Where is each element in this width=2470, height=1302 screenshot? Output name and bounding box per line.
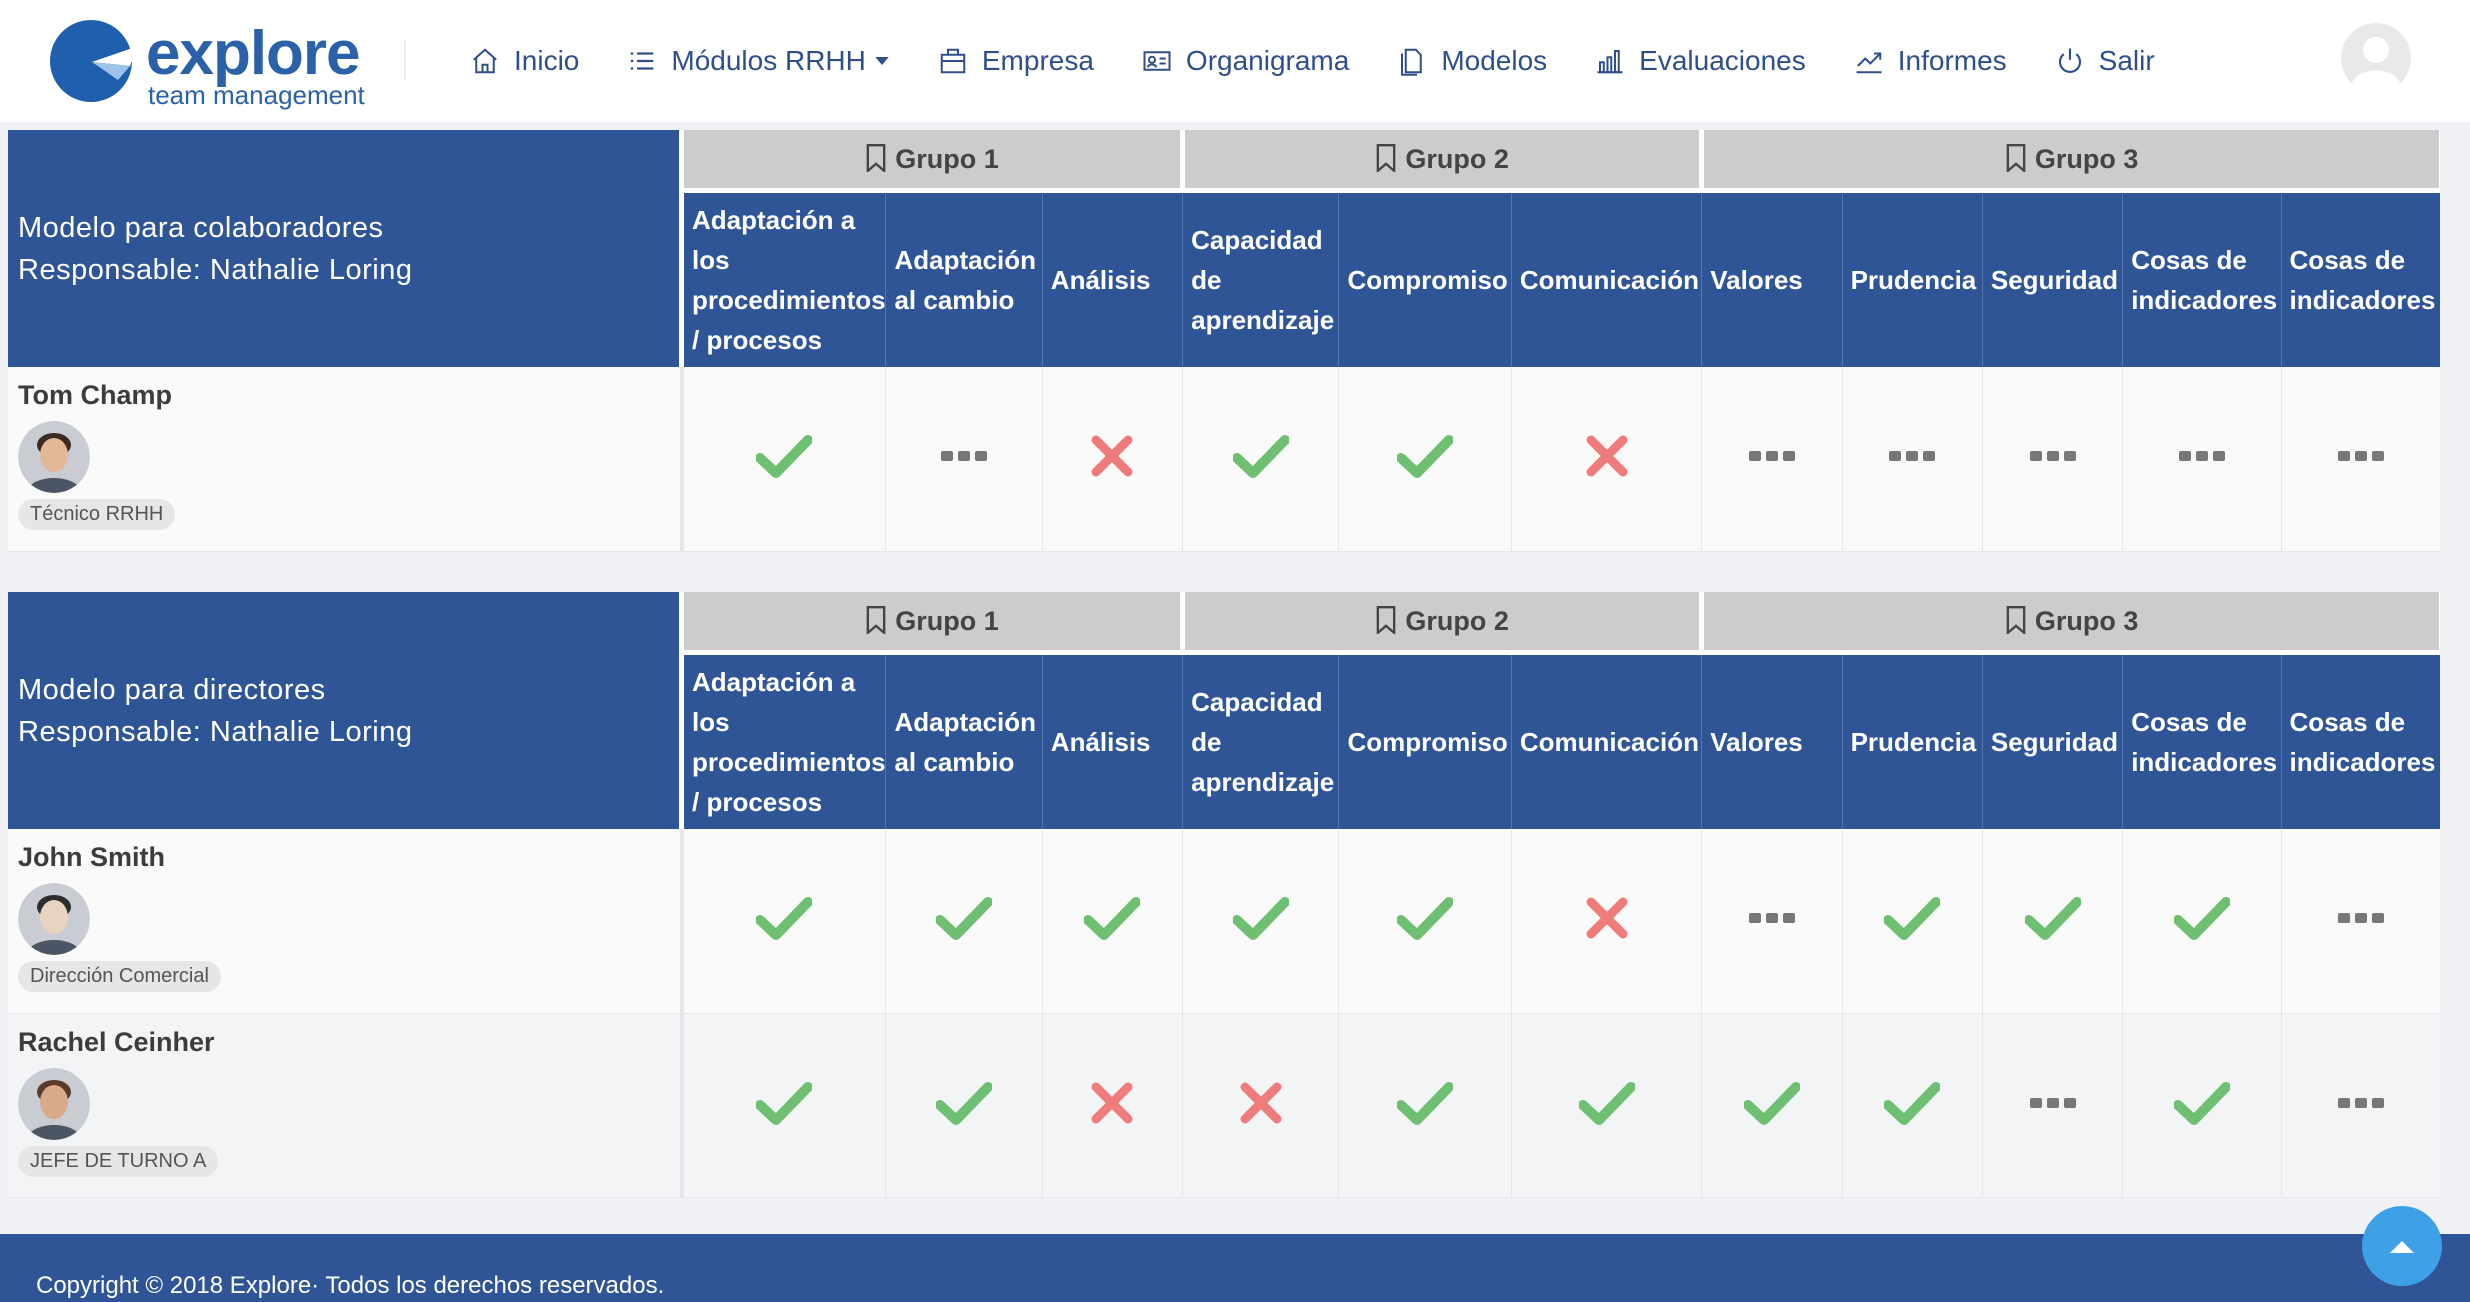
- caret-down-icon: [874, 53, 890, 69]
- competency-label: Adaptación a los procedimientos / procesos: [692, 205, 886, 355]
- evaluation-cell[interactable]: [2123, 367, 2281, 551]
- evaluation-cell[interactable]: [2281, 367, 2439, 551]
- competency-label: Adaptación al cambio: [894, 707, 1037, 777]
- person-role-badge: Técnico RRHH: [18, 499, 175, 530]
- bookmark-icon: [865, 606, 887, 634]
- competency-label: Capacidad de aprendizaje: [1191, 225, 1335, 335]
- evaluation-cell[interactable]: [682, 1013, 886, 1197]
- evaluation-cell[interactable]: [1842, 1013, 1982, 1197]
- check-icon: [1233, 896, 1289, 940]
- check-icon: [936, 1081, 992, 1125]
- competency-header: [886, 191, 1042, 368]
- nav-salir[interactable]: [2055, 45, 2155, 77]
- nav-inicio-label: Inicio: [514, 45, 580, 76]
- group-label: Grupo 3: [2034, 605, 2139, 636]
- nav-informes-label: Informes: [1897, 45, 2007, 76]
- evaluation-cell[interactable]: [2281, 1013, 2439, 1197]
- competency-header: [1511, 653, 1701, 830]
- evaluation-cell[interactable]: [1042, 829, 1182, 1013]
- cross-icon: [1585, 434, 1629, 478]
- check-icon: [1579, 1081, 1635, 1125]
- bookmark-icon: [2005, 144, 2027, 172]
- person-name[interactable]: Tom Champ: [18, 380, 172, 410]
- footer-copyright: Copyright © 2018 Explore· Todos los derechos reservados.: [36, 1272, 665, 1299]
- competency-header: [1339, 191, 1511, 368]
- evaluation-cell[interactable]: [1702, 829, 1842, 1013]
- competency-header: [1842, 653, 1982, 830]
- footer: [0, 1234, 2470, 1302]
- competency-header: [1183, 653, 1339, 830]
- competency-label: Cosas de indicadores: [2289, 245, 2436, 315]
- power-icon: [2055, 46, 2085, 76]
- check-icon: [1744, 1081, 1800, 1125]
- nav-empresa-label: Empresa: [981, 45, 1094, 76]
- cross-icon: [1585, 896, 1629, 940]
- nav-evaluaciones-label: Evaluaciones: [1639, 45, 1806, 76]
- pending-dots-icon: [1748, 911, 1796, 925]
- person-role-badge: Dirección Comercial: [18, 961, 221, 992]
- cross-icon: [1090, 1081, 1134, 1125]
- competency-header: [1982, 653, 2122, 830]
- check-icon: [1397, 434, 1453, 478]
- competency-label: Cosas de indicadores: [2289, 707, 2436, 777]
- group-label: Grupo 1: [895, 143, 999, 174]
- bookmark-icon: [2005, 606, 2027, 634]
- competency-header: [2123, 191, 2281, 368]
- brand-name: explore: [146, 19, 360, 88]
- model-table-colaboradores: [8, 130, 2440, 552]
- competency-header: [682, 191, 886, 368]
- table-row: [8, 367, 2440, 551]
- nav-inicio[interactable]: [470, 45, 579, 77]
- check-icon: [2174, 1081, 2230, 1125]
- competency-label: Capacidad de aprendizaje: [1191, 687, 1335, 797]
- evaluation-cell[interactable]: [1183, 367, 1339, 551]
- evaluation-cell[interactable]: [1339, 367, 1511, 551]
- evaluation-cell[interactable]: [682, 367, 886, 551]
- competency-label: Valores: [1710, 727, 1803, 757]
- check-icon: [1884, 1081, 1940, 1125]
- list-icon: [627, 46, 657, 76]
- evaluation-cell[interactable]: [2123, 829, 2281, 1013]
- check-icon: [1397, 896, 1453, 940]
- competency-label: Compromiso: [1347, 727, 1508, 757]
- competency-label: Prudencia: [1850, 727, 1977, 757]
- nav-organigrama-label: Organigrama: [1185, 45, 1350, 76]
- group-header-1: [682, 130, 1183, 191]
- evaluation-cell[interactable]: [682, 829, 886, 1013]
- evaluation-cell[interactable]: [2281, 829, 2439, 1013]
- competency-label: Análisis: [1050, 727, 1151, 757]
- nav-modelos[interactable]: [1397, 45, 1547, 77]
- table-row: [8, 829, 2440, 1013]
- pending-dots-icon: [2337, 911, 2385, 925]
- evaluation-cell[interactable]: [1842, 829, 1982, 1013]
- line-chart-icon: [1854, 46, 1884, 76]
- person-avatar: [18, 1068, 90, 1140]
- arrow-up-icon: [2387, 1236, 2417, 1256]
- id-card-icon: [1142, 46, 1172, 76]
- pending-dots-icon: [2178, 449, 2226, 463]
- pending-dots-icon: [940, 449, 988, 463]
- nav-organigrama[interactable]: [1142, 45, 1349, 77]
- person-name[interactable]: Rachel Ceinher: [18, 1026, 215, 1057]
- group-label: Grupo 2: [1405, 143, 1509, 174]
- nav-empresa[interactable]: [938, 45, 1094, 77]
- person-avatar: [18, 421, 90, 493]
- evaluation-cell[interactable]: [1511, 829, 1701, 1013]
- competency-label: Adaptación al cambio: [894, 245, 1037, 315]
- model-table-directores: [8, 592, 2440, 1198]
- evaluation-cell[interactable]: [1183, 829, 1339, 1013]
- group-label: Grupo 1: [895, 605, 999, 636]
- person-cell[interactable]: [8, 367, 682, 551]
- evaluation-cell[interactable]: [886, 1013, 1042, 1197]
- competency-label: Análisis: [1050, 265, 1151, 295]
- competency-header: [1042, 191, 1182, 368]
- check-icon: [756, 1081, 812, 1125]
- nav-modulos-rrhh[interactable]: [627, 45, 890, 77]
- model-responsible: Responsable: Nathalie Loring: [18, 715, 413, 748]
- table-row: [8, 1013, 2440, 1197]
- person-role-badge: JEFE DE TURNO A: [18, 1146, 218, 1177]
- competency-matrix: [8, 130, 2440, 552]
- nav-modulos-rrhh-label: Módulos RRHH: [671, 45, 866, 76]
- competency-header: [886, 653, 1042, 830]
- pending-dots-icon: [1888, 449, 1936, 463]
- scroll-to-top-button[interactable]: [2362, 1206, 2442, 1286]
- evaluation-cell[interactable]: [886, 367, 1042, 551]
- check-icon: [2025, 896, 2081, 940]
- group-header-3: [1702, 592, 2440, 653]
- evaluation-cell[interactable]: [1042, 1013, 1182, 1197]
- competency-header: [2281, 191, 2439, 368]
- pending-dots-icon: [2029, 1096, 2077, 1110]
- group-header-2: [1183, 130, 1702, 191]
- evaluation-cell[interactable]: [1842, 367, 1982, 551]
- evaluation-cell[interactable]: [2123, 1013, 2281, 1197]
- evaluation-cell[interactable]: [1982, 829, 2122, 1013]
- evaluation-cell[interactable]: [886, 829, 1042, 1013]
- check-icon: [936, 896, 992, 940]
- model-responsible: Responsable: Nathalie Loring: [18, 253, 413, 286]
- competency-header: [1042, 653, 1182, 830]
- competency-label: Valores: [1710, 265, 1803, 295]
- competency-header: [1511, 191, 1701, 368]
- group-header-1: [682, 592, 1183, 653]
- competency-header: [1339, 653, 1511, 830]
- evaluation-cell[interactable]: [1982, 1013, 2122, 1197]
- top-bar: [0, 0, 2470, 122]
- evaluation-cell[interactable]: [1511, 1013, 1701, 1197]
- evaluation-cell[interactable]: [1511, 367, 1701, 551]
- evaluation-cell[interactable]: [1042, 367, 1182, 551]
- competency-header: [1842, 191, 1982, 368]
- check-icon: [2174, 896, 2230, 940]
- model-header: [8, 592, 682, 829]
- competency-header: [2281, 653, 2439, 830]
- person-cell[interactable]: [8, 829, 682, 1013]
- brand-tagline: team management: [148, 80, 365, 110]
- cross-icon: [1090, 434, 1134, 478]
- header-divider: [404, 40, 406, 80]
- check-icon: [1397, 1081, 1453, 1125]
- evaluation-cell[interactable]: [1339, 829, 1511, 1013]
- person-avatar: [18, 883, 90, 955]
- pending-dots-icon: [2337, 449, 2385, 463]
- nav-salir-label: Salir: [2098, 45, 2155, 76]
- model-title: Modelo para directores: [18, 673, 326, 706]
- competency-label: Cosas de indicadores: [2131, 707, 2278, 777]
- competency-label: Comunicación: [1519, 727, 1699, 757]
- model-title: Modelo para colaboradores: [18, 211, 384, 244]
- group-header-2: [1183, 592, 1702, 653]
- check-icon: [1233, 434, 1289, 478]
- competency-matrix: [8, 592, 2440, 1198]
- pending-dots-icon: [2029, 449, 2077, 463]
- competency-header: [2123, 653, 2281, 830]
- home-icon: [470, 46, 500, 76]
- brand-logo[interactable]: [48, 16, 368, 112]
- files-icon: [1397, 46, 1427, 76]
- pending-dots-icon: [2337, 1096, 2385, 1110]
- bookmark-icon: [865, 144, 887, 172]
- competency-header: [1982, 191, 2122, 368]
- competency-label: Adaptación a los procedimientos / procesos: [692, 667, 886, 817]
- group-label: Grupo 3: [2034, 143, 2139, 174]
- nav-evaluaciones[interactable]: [1595, 45, 1806, 77]
- bar-chart-icon: [1595, 46, 1625, 76]
- competency-label: Seguridad: [1990, 727, 2119, 757]
- competency-header: [682, 653, 886, 830]
- evaluation-cell[interactable]: [1702, 367, 1842, 551]
- evaluation-cell[interactable]: [1339, 1013, 1511, 1197]
- group-label: Grupo 2: [1405, 605, 1509, 636]
- bookmark-icon: [1375, 144, 1397, 172]
- check-icon: [756, 434, 812, 478]
- group-header-3: [1702, 130, 2440, 191]
- competency-header: [1183, 191, 1339, 368]
- cross-icon: [1239, 1081, 1283, 1125]
- bookmark-icon: [1375, 606, 1397, 634]
- nav-modelos-label: Modelos: [1441, 45, 1548, 76]
- competency-label: Compromiso: [1347, 265, 1508, 295]
- competency-label: Cosas de indicadores: [2131, 245, 2278, 315]
- competency-header: [1702, 191, 1842, 368]
- evaluation-cell[interactable]: [1183, 1013, 1339, 1197]
- nav-informes[interactable]: [1854, 45, 2007, 77]
- evaluation-cell[interactable]: [1982, 367, 2122, 551]
- model-header: [8, 130, 682, 367]
- competency-label: Prudencia: [1850, 265, 1977, 295]
- competency-label: Comunicación: [1519, 265, 1699, 295]
- briefcase-icon: [938, 46, 968, 76]
- competency-label: Seguridad: [1990, 265, 2119, 295]
- pending-dots-icon: [1748, 449, 1796, 463]
- main-nav: [470, 0, 2203, 122]
- person-name[interactable]: John Smith: [18, 842, 165, 872]
- check-icon: [1884, 896, 1940, 940]
- check-icon: [1084, 896, 1140, 940]
- user-avatar[interactable]: [2340, 22, 2412, 94]
- evaluation-cell[interactable]: [1702, 1013, 1842, 1197]
- competency-header: [1702, 653, 1842, 830]
- logo-mark-icon: [48, 18, 138, 104]
- check-icon: [756, 896, 812, 940]
- person-cell[interactable]: [8, 1013, 682, 1197]
